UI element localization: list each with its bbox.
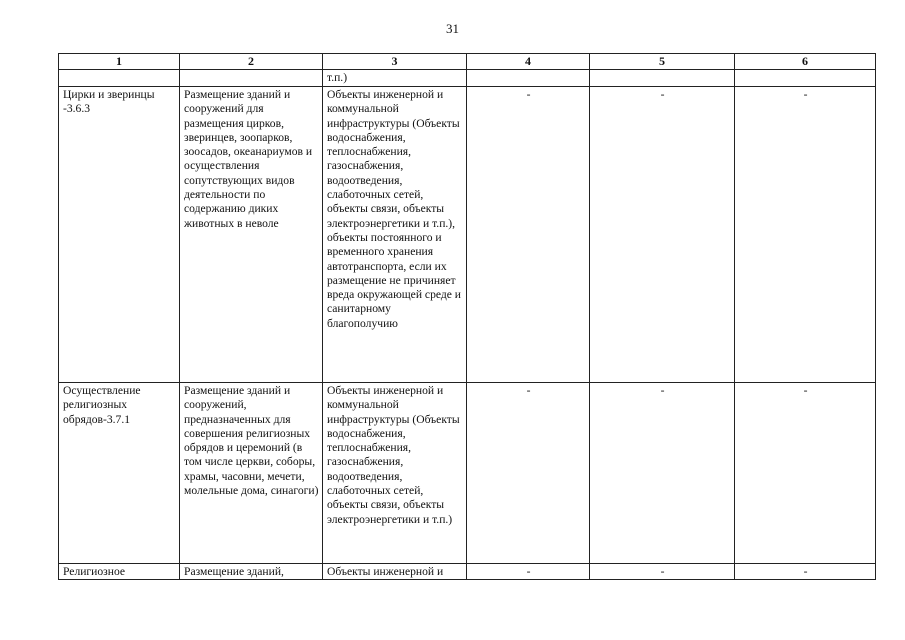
cell-value: - [735, 564, 876, 580]
cell-value: - [590, 87, 735, 383]
cell-permitted-objects: Объекты инженерной и коммунальной инфраструктуры (Объекты водоснабжения, теплоснабжения, газоснабжения, водоотведения, слаботочных сетей, объекты связи, объекты электроэнергетики и т.п.) [323, 383, 467, 564]
cell-description: Размещение зданий, [180, 564, 323, 580]
cell-empty [59, 70, 180, 87]
cell-land-use-type: Осуществление религиозных обрядов-3.7.1 [59, 383, 180, 564]
cell-land-use-type: Религиозное [59, 564, 180, 580]
header-cell-2: 2 [180, 54, 323, 70]
cell-empty [467, 70, 590, 87]
cell-empty [180, 70, 323, 87]
header-cell-5: 5 [590, 54, 735, 70]
cell-permitted-objects: Объекты инженерной и коммунальной инфраструктуры (Объекты водоснабжения, теплоснабжения, газоснабжения, водоотведения, слаботочных сетей, объекты связи, объекты электроэнергетики и т.п.), объекты постоянного и временного хранения автотранспорта, если их размещение не причиняет вреда окружающей среде и санитарному благополучию [323, 87, 467, 383]
cell-value: - [467, 383, 590, 564]
table-row [59, 87, 876, 383]
cell-value: - [735, 383, 876, 564]
cell-empty [590, 70, 735, 87]
land-use-table [58, 53, 876, 580]
cell-description: Размещение зданий и сооружений, предназначенных для совершения религиозных обрядов и церемоний (в том числе церкви, соборы, храмы, часовни, мечети, молельные дома, синагоги) [180, 383, 323, 564]
table-row [59, 564, 876, 580]
cell-value: - [590, 564, 735, 580]
cell-permitted-objects: т.п.) [323, 70, 467, 87]
cell-description: Размещение зданий и сооружений для размещения цирков, зверинцев, зоопарков, зоосадов, океанариумов и осуществления сопутствующих видов деятельности по содержанию диких животных в неволе [180, 87, 323, 383]
header-cell-3: 3 [323, 54, 467, 70]
table-header-row [59, 54, 876, 70]
table-row-continuation [59, 70, 876, 87]
cell-value: - [590, 383, 735, 564]
table-row [59, 383, 876, 564]
cell-value: - [735, 87, 876, 383]
header-cell-6: 6 [735, 54, 876, 70]
cell-value: - [467, 564, 590, 580]
header-cell-1: 1 [59, 54, 180, 70]
cell-value: - [467, 87, 590, 383]
header-cell-4: 4 [467, 54, 590, 70]
page-number: 31 [446, 21, 459, 36]
cell-empty [735, 70, 876, 87]
cell-land-use-type: Цирки и зверинцы -3.6.3 [59, 87, 180, 383]
cell-permitted-objects: Объекты инженерной и [323, 564, 467, 580]
